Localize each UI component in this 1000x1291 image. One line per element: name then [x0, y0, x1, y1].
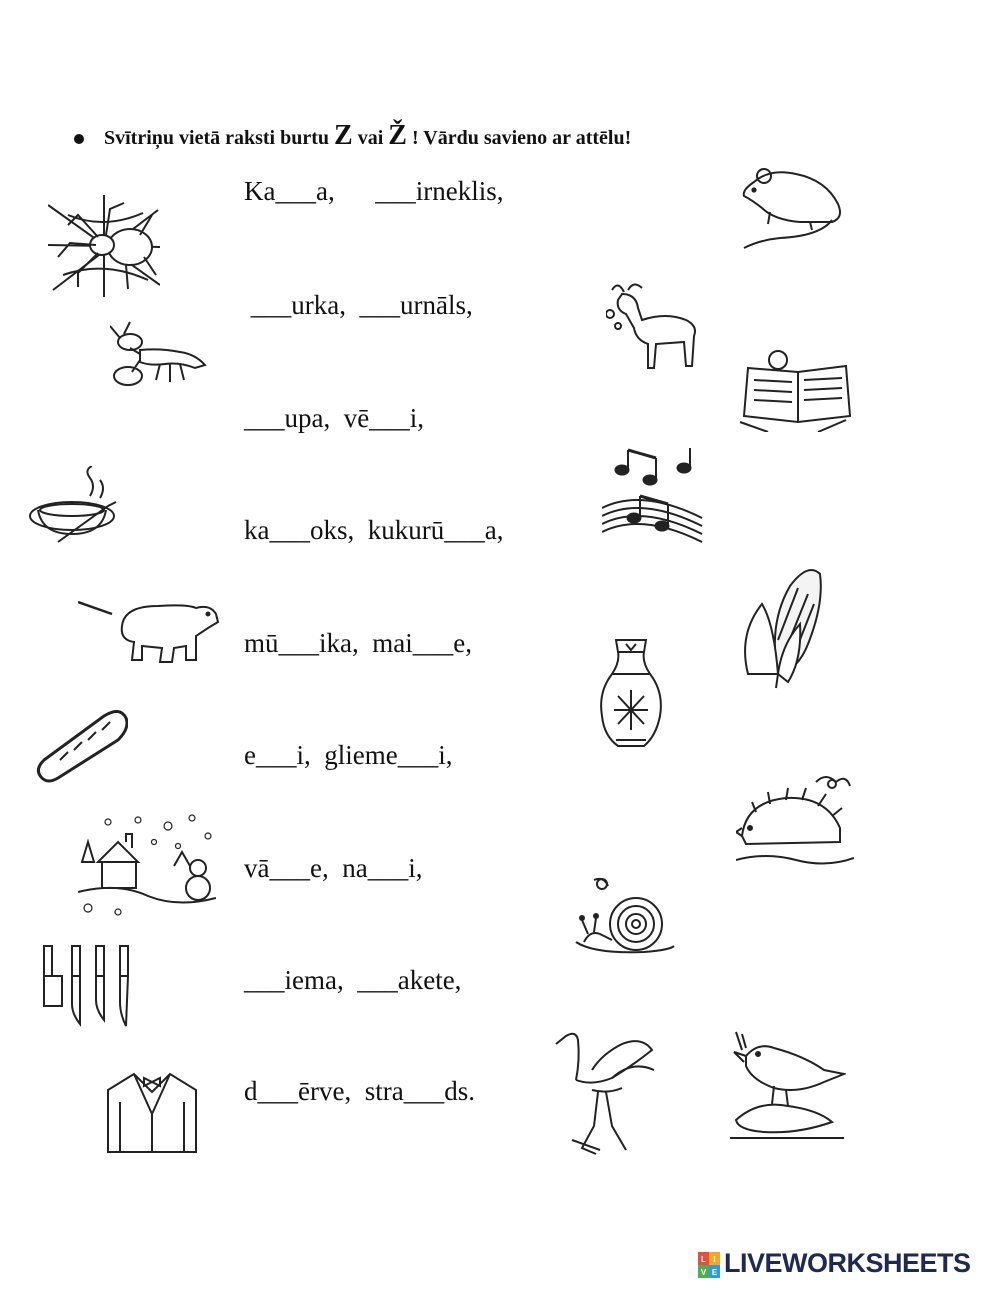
- word-row-3[interactable]: ___upa, vē___i,: [244, 403, 424, 433]
- thrush-icon[interactable]: [728, 1030, 846, 1140]
- bear-icon[interactable]: [78, 596, 220, 670]
- newspaper-icon[interactable]: [738, 346, 856, 432]
- bread-icon[interactable]: [34, 708, 128, 784]
- instruction-part3: ! Vārdu savieno ar attēlu!: [406, 127, 632, 149]
- word-row-9[interactable]: d___ērve, stra___ds.: [244, 1076, 475, 1106]
- word-row-4[interactable]: ka___oks, kukurū___a,: [244, 515, 504, 545]
- brand-name: LIVEWORKSHEETS: [724, 1248, 971, 1278]
- soup-icon[interactable]: [28, 466, 124, 546]
- lobster-icon[interactable]: [110, 320, 210, 400]
- logo-letter-i: I: [713, 1255, 716, 1264]
- word-row-8[interactable]: ___iema, ___akete,: [244, 965, 462, 995]
- word-row-2[interactable]: ___urka, ___urnāls,: [244, 290, 473, 320]
- liveworksheets-footer: [698, 1248, 998, 1282]
- jacket-icon[interactable]: [104, 1072, 200, 1154]
- logo-letter-l: L: [701, 1255, 706, 1264]
- goat-icon[interactable]: [606, 280, 702, 372]
- liveworksheets-logo: [698, 1252, 720, 1278]
- hedgehog-icon[interactable]: [736, 772, 854, 870]
- letter-zh: Ž: [388, 120, 407, 151]
- logo-letter-v: V: [700, 1268, 707, 1277]
- instruction-part2: vai: [352, 127, 389, 149]
- instruction-part1: Svītriņu vietā raksti burtu: [104, 127, 335, 149]
- music-notes-icon[interactable]: [602, 448, 706, 548]
- word-row-1[interactable]: Ka___a, ___irneklis,: [244, 176, 504, 206]
- mouse-icon[interactable]: [740, 164, 848, 250]
- vase-icon[interactable]: [598, 636, 664, 754]
- winter-scene-icon[interactable]: [78, 812, 216, 918]
- word-row-5[interactable]: mū___ika, mai___e,: [244, 628, 472, 658]
- word-row-6[interactable]: e___i, glieme___i,: [244, 740, 453, 770]
- instruction-line: [74, 120, 974, 152]
- bullet: [74, 134, 84, 144]
- crane-icon[interactable]: [552, 1030, 656, 1162]
- logo-letter-e: E: [711, 1268, 718, 1277]
- word-row-7[interactable]: vā___e, na___i,: [244, 853, 423, 883]
- letter-z: Z: [334, 120, 353, 151]
- snail-icon[interactable]: [574, 876, 680, 972]
- spider-icon[interactable]: [48, 195, 160, 297]
- corn-icon[interactable]: [738, 564, 824, 690]
- knives-icon[interactable]: [42, 944, 136, 1028]
